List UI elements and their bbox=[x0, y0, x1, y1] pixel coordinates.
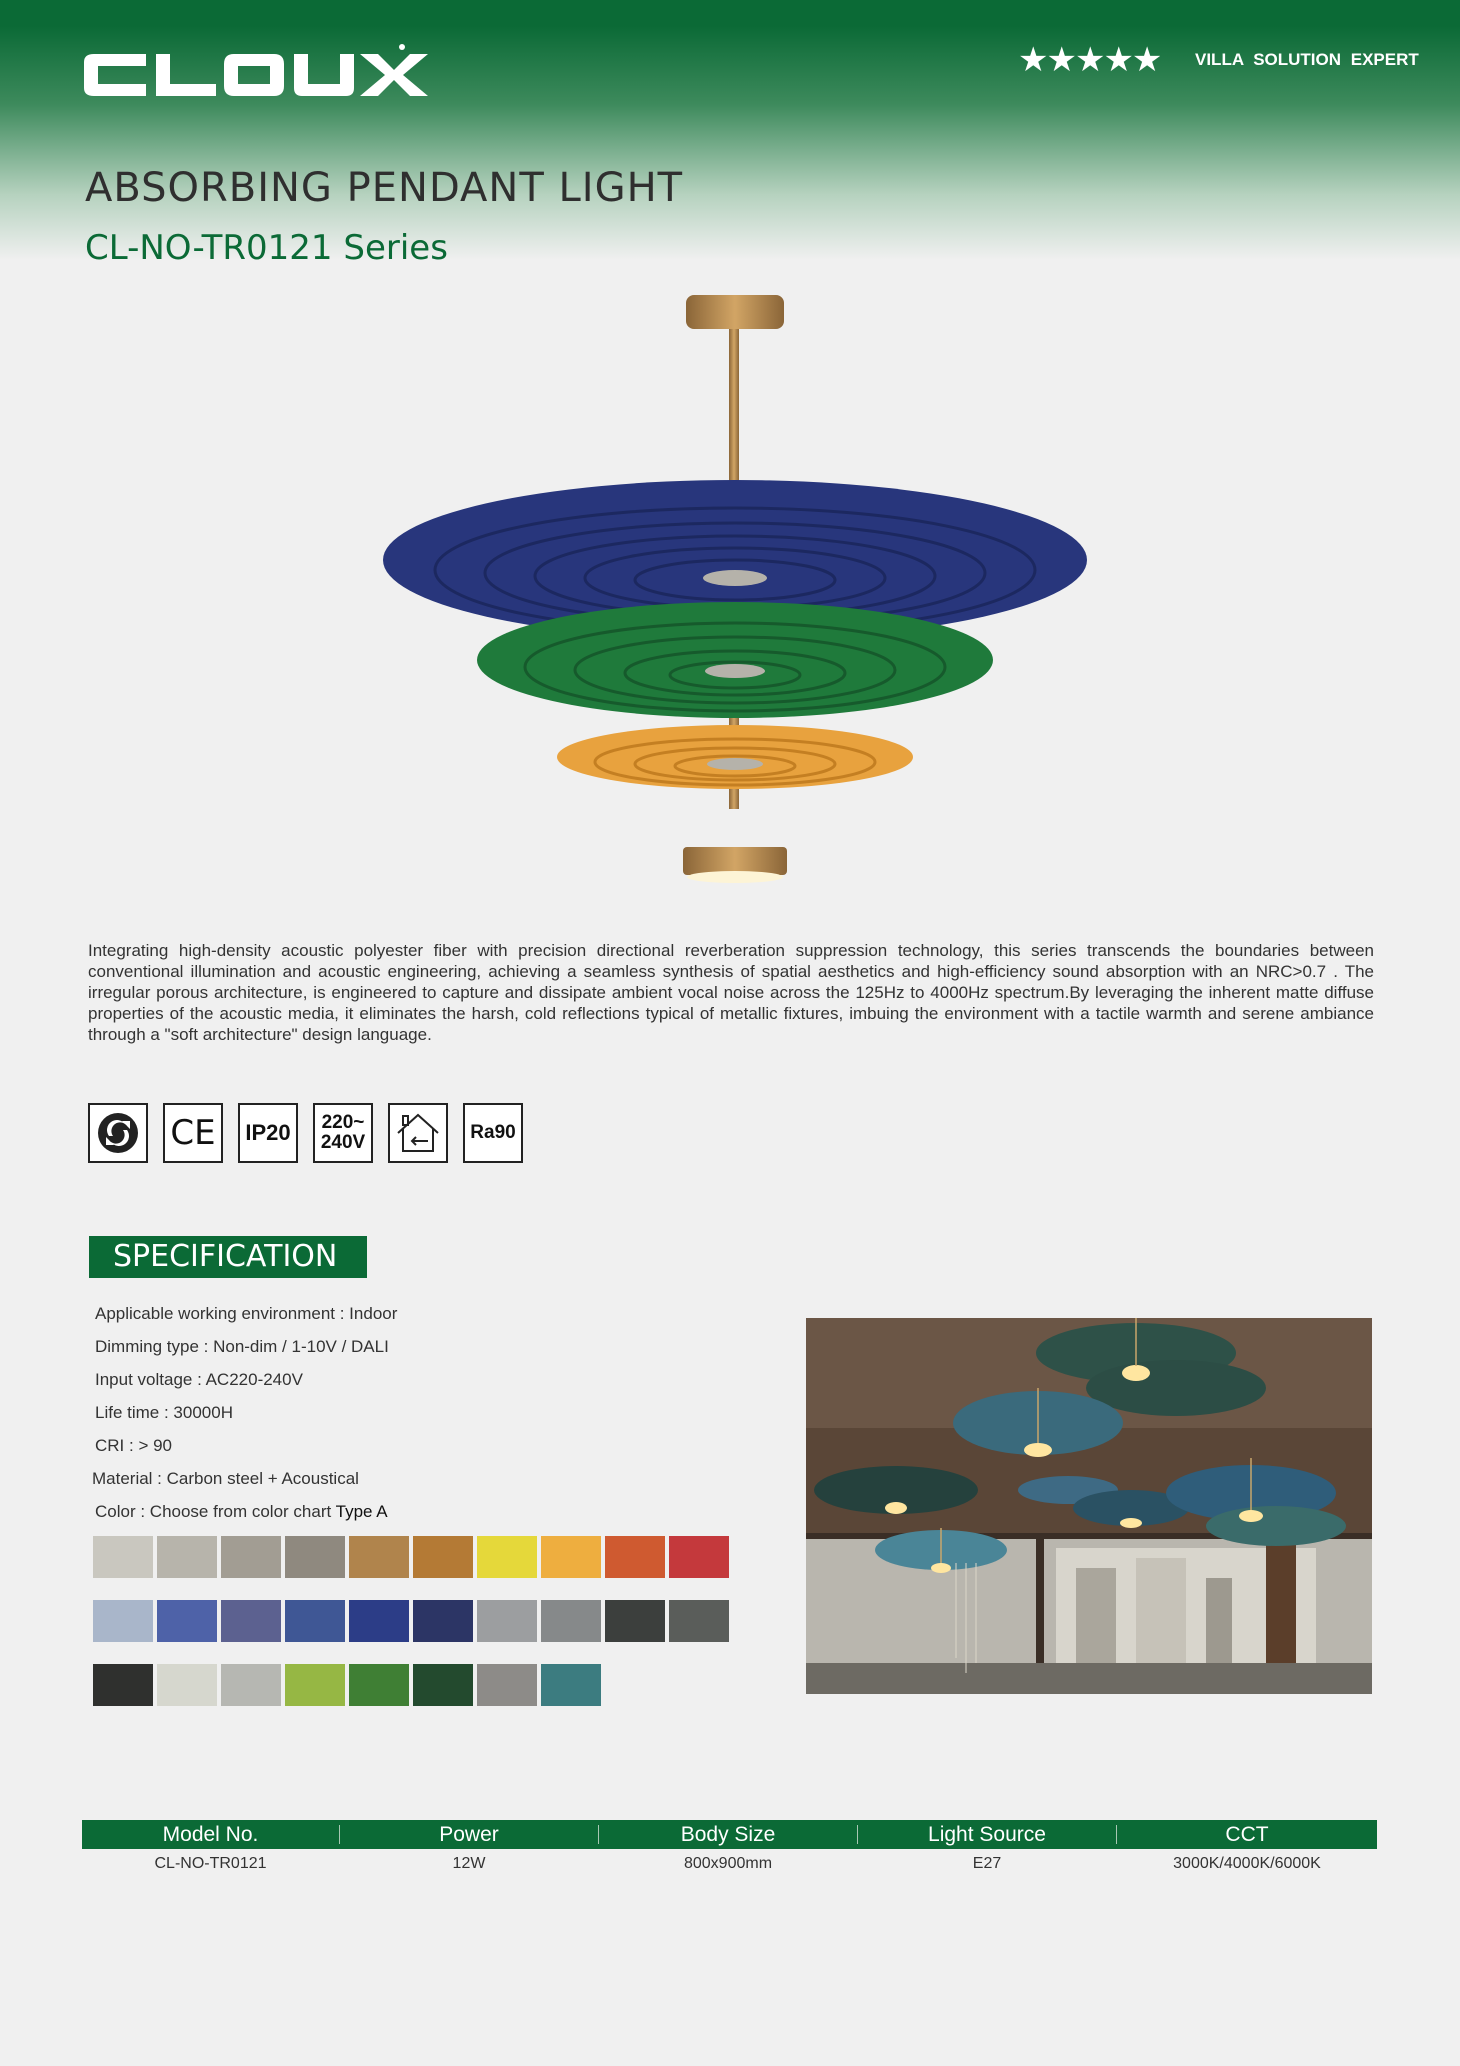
rating-stars: ★★★★★ bbox=[1018, 40, 1161, 80]
color-swatch bbox=[221, 1600, 281, 1642]
color-swatch bbox=[221, 1664, 281, 1706]
color-swatch bbox=[157, 1536, 217, 1578]
color-swatch bbox=[93, 1600, 153, 1642]
color-swatch bbox=[285, 1600, 345, 1642]
color-swatch bbox=[477, 1664, 537, 1706]
color-swatch bbox=[349, 1600, 409, 1642]
td-model: CL-NO-TR0121 bbox=[154, 1855, 267, 1872]
td-light-source: E27 bbox=[972, 1855, 1002, 1872]
ce-mark: CE bbox=[163, 1103, 223, 1163]
cloux-logo bbox=[84, 40, 434, 110]
spec-color-chart: Type A bbox=[335, 1502, 388, 1521]
color-swatch bbox=[157, 1664, 217, 1706]
th-body-size: Body Size bbox=[680, 1823, 776, 1846]
spec-environment: Applicable working environment : Indoor bbox=[95, 1304, 398, 1323]
color-swatch bbox=[93, 1664, 153, 1706]
color-swatch bbox=[477, 1600, 537, 1642]
spec-color bbox=[95, 1502, 388, 1522]
specification-heading: SPECIFICATION bbox=[89, 1236, 367, 1278]
color-swatch bbox=[541, 1664, 601, 1706]
color-swatch bbox=[669, 1536, 729, 1578]
ra90-badge: Ra90 bbox=[463, 1103, 523, 1163]
spec-voltage: Input voltage : AC220-240V bbox=[95, 1370, 303, 1389]
installation-photo bbox=[806, 1318, 1372, 1694]
color-swatch bbox=[285, 1664, 345, 1706]
th-model: Model No. bbox=[162, 1823, 259, 1846]
color-swatch bbox=[669, 1600, 729, 1642]
color-swatch bbox=[221, 1536, 281, 1578]
color-swatch bbox=[541, 1536, 601, 1578]
brand-tagline: VILLA SOLUTION EXPERT bbox=[1195, 50, 1419, 69]
color-swatch bbox=[93, 1536, 153, 1578]
td-power: 12W bbox=[452, 1855, 486, 1872]
product-description: Integrating high-density acoustic polyester fiber with precision directional reverberation suppression technology, this series transcends the boundaries between conventional illumination and acoustic engineering, achieving a seamless synthesis of spatial aesthetics and high-efficiency sound absorption with an NRC>0.7 . The irregular porous architecture, is engineered to capture and dissipate ambient vocal noise across the 125Hz to 4000Hz spectrum.By leveraging the inherent matte diffuse properties of the acoustic media, it eliminates the harsh, cold reflections typical of metallic fixtures, imbuing the environment with a tactile warmth and serene ambiance through a "soft architecture" design language. bbox=[88, 941, 1374, 1044]
ip20-badge: IP20 bbox=[238, 1103, 298, 1163]
product-series: CL-NO-TR0121 Series bbox=[85, 228, 448, 268]
indoor-house-icon bbox=[388, 1103, 448, 1163]
recycle-icon bbox=[88, 1103, 148, 1163]
color-swatch bbox=[413, 1536, 473, 1578]
color-swatch bbox=[413, 1664, 473, 1706]
voltage-badge bbox=[313, 1103, 373, 1163]
td-body-size: 800x900mm bbox=[683, 1855, 773, 1872]
td-cct: 3000K/4000K/6000K bbox=[1173, 1855, 1321, 1872]
color-swatch bbox=[477, 1536, 537, 1578]
voltage-badge-bottom: 240V bbox=[320, 1132, 366, 1153]
spec-dimming: Dimming type : Non-dim / 1-10V / DALI bbox=[95, 1337, 389, 1356]
product-title: ABSORBING PENDANT LIGHT bbox=[85, 165, 684, 211]
color-swatch bbox=[605, 1600, 665, 1642]
th-cct: CCT bbox=[1225, 1823, 1269, 1846]
voltage-badge-top: 220~ bbox=[321, 1112, 365, 1133]
spec-lifetime: Life time : 30000H bbox=[95, 1403, 233, 1422]
color-swatch bbox=[541, 1600, 601, 1642]
color-swatch bbox=[285, 1536, 345, 1578]
color-swatch bbox=[349, 1664, 409, 1706]
header-band bbox=[0, 0, 1460, 260]
th-light-source: Light Source bbox=[928, 1823, 1046, 1846]
spec-table-header bbox=[82, 1820, 1377, 1849]
spec-material: Material : Carbon steel + Acoustical bbox=[92, 1469, 359, 1488]
pendant-lamp-image bbox=[370, 285, 1100, 895]
color-swatch bbox=[605, 1536, 665, 1578]
color-swatch bbox=[413, 1600, 473, 1642]
spec-color-prefix: Color : Choose from color chart bbox=[95, 1502, 336, 1521]
color-swatch bbox=[349, 1536, 409, 1578]
color-swatch bbox=[157, 1600, 217, 1642]
spec-cri: CRI : > 90 bbox=[95, 1436, 173, 1455]
th-power: Power bbox=[439, 1823, 499, 1846]
